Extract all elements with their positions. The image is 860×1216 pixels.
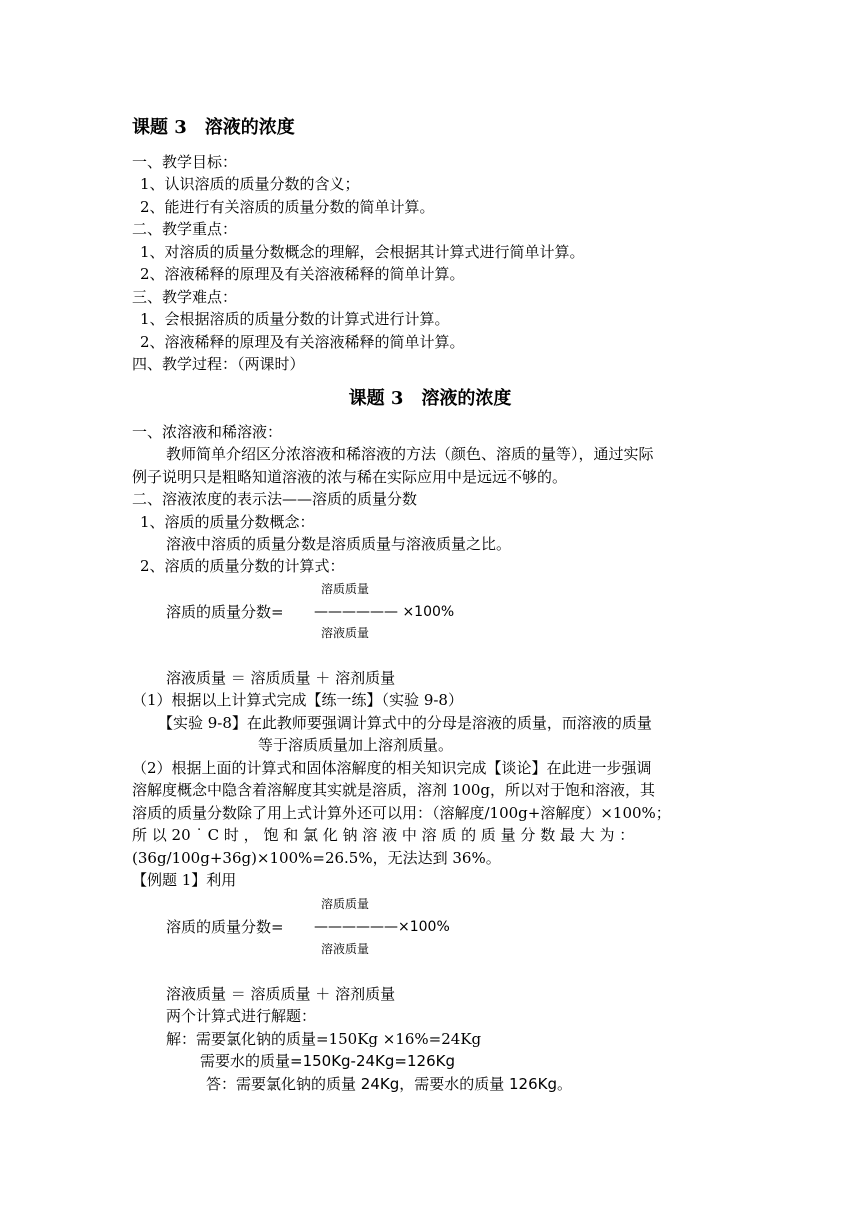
difficulty-1: 1、会根据溶质的质量分数的计算式进行计算。: [140, 310, 450, 328]
formula-1-numerator: 溶质质量: [321, 582, 370, 596]
two-formulas-text: 两个计算式进行解题：: [166, 1007, 317, 1025]
formula-2-denominator: 溶液质量: [321, 942, 370, 956]
section-1-text-line-1: 教师简单介绍区分浓溶液和稀溶液的方法（颜色、溶质的量等），通过实际: [166, 445, 654, 463]
paragraph-2-line-4: 所 以 20 ˙ C 时 ， 饱 和 氯 化 钠 溶 液 中 溶 质 的 质 量 分 数 最 大 为 ：: [132, 826, 635, 844]
difficulty-2: 2、溶液稀释的原理及有关溶液稀释的简单计算。: [140, 333, 465, 351]
solution-mass-equation-2: 溶液质量 ＝ 溶质质量 ＋ 溶剂质量: [166, 985, 396, 1003]
paragraph-2-line-3: 溶质的质量分数除了用上式计算外还可以用：（溶解度/100g+溶解度）×100%；: [132, 804, 671, 822]
key-point-2: 2、溶液稀释的原理及有关溶液稀释的简单计算。: [140, 265, 465, 283]
paragraph-2-line-1: （2）根据上面的计算式和固体溶解度的相关知识完成【谈论】在此进一步强调: [132, 759, 652, 777]
mass-fraction-definition: 溶液中溶质的质量分数是溶质质量与溶液质量之比。: [166, 535, 512, 553]
solution-line-1: 解：需要氯化钠的质量=150Kg ×16%=24Kg: [166, 1030, 482, 1048]
section-2-item-2: 2、溶质的质量分数的计算式：: [140, 557, 345, 575]
paragraph-1: （1）根据以上计算式完成【练一练】（实验 9-8）: [132, 691, 463, 709]
formula-2-lhs: 溶质的质量分数=: [166, 918, 284, 936]
section-1-text-line-2: 例子说明只是粗略知道溶液的浓与稀在实际应用中是远远不够的。: [132, 468, 568, 486]
objectives-heading: 一、教学目标：: [132, 153, 238, 171]
section-2-item-1: 1、溶质的质量分数概念：: [140, 513, 315, 531]
formula-2-numerator: 溶质质量: [321, 897, 370, 911]
formula-1-denominator: 溶液质量: [321, 626, 370, 640]
key-points-heading: 二、教学重点：: [132, 220, 238, 238]
centered-title: 课题 3 溶液的浓度: [348, 388, 512, 409]
solution-mass-equation-1: 溶液质量 ＝ 溶质质量 ＋ 溶剂质量: [166, 669, 396, 687]
section-2-heading: 二、溶液浓度的表示法——溶质的质量分数: [132, 490, 418, 508]
paragraph-2-line-5: (36g/100g+36g)×100%=26.5%，无法达到 36%。: [132, 849, 501, 867]
formula-1-lhs: 溶质的质量分数=: [166, 603, 284, 621]
example-1-heading: 【例题 1】利用: [132, 871, 237, 889]
answer-line: 答：需要氯化钠的质量 24Kg，需要水的质量 126Kg。: [206, 1075, 572, 1093]
experiment-note-line-2: 等于溶质质量加上溶剂质量。: [258, 736, 454, 754]
experiment-note-line-1: 【实验 9-8】在此教师要强调计算式中的分母是溶液的质量，而溶液的质量: [158, 714, 652, 732]
objective-1: 1、认识溶质的质量分数的含义；: [140, 175, 360, 193]
lesson-title: 课题 3 溶液的浓度: [132, 117, 295, 138]
formula-1-fraction-bar: —————— ×100%: [314, 604, 455, 620]
key-point-1: 1、对溶质的质量分数概念的理解，会根据其计算式进行简单计算。: [140, 243, 585, 261]
difficulties-heading: 三、教学难点：: [132, 288, 238, 306]
objective-2: 2、能进行有关溶质的质量分数的简单计算。: [140, 198, 435, 216]
process-heading: 四、教学过程：（两课时）: [132, 355, 305, 373]
section-1-heading: 一、浓溶液和稀溶液：: [132, 423, 283, 441]
paragraph-2-line-2: 溶解度概念中隐含着溶解度其实就是溶质，溶剂 100g，所以对于饱和溶液，其: [132, 781, 656, 799]
formula-2-fraction-bar: ——————×100%: [314, 919, 450, 935]
solution-line-2: 需要水的质量=150Kg-24Kg=126Kg: [200, 1052, 455, 1070]
